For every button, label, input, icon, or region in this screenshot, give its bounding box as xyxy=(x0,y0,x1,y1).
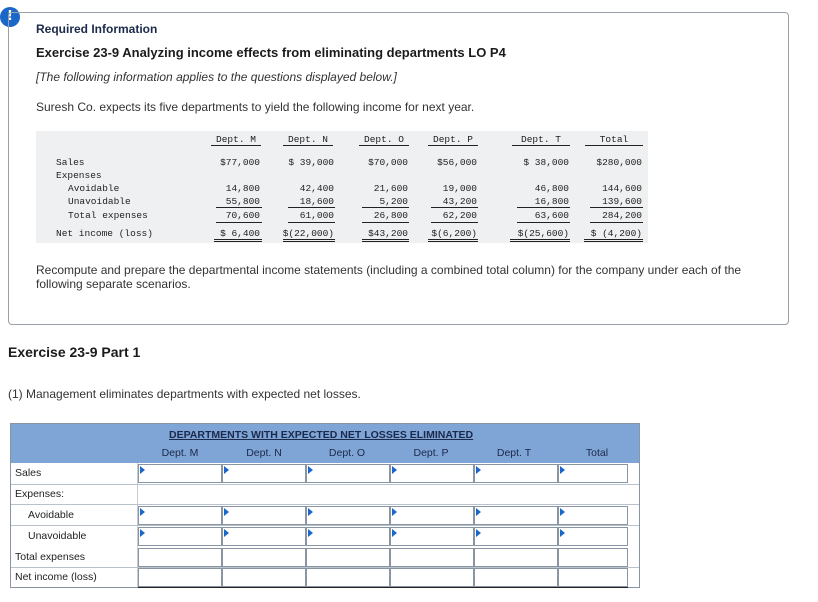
avoidable-input-dept-t[interactable] xyxy=(474,506,558,525)
total-expenses-cell-dept-o[interactable] xyxy=(306,548,390,567)
alert-icon: ! xyxy=(0,7,20,27)
part-title: Exercise 23-9 Part 1 xyxy=(8,344,141,360)
sales-input-dept-n[interactable] xyxy=(222,464,306,483)
intro-text: Suresh Co. expects its five departments to yield the following income for next year. xyxy=(36,100,475,114)
income-header: Dept. O xyxy=(364,134,404,145)
income-cell: 61,000 xyxy=(299,210,334,221)
column-header-total: Total xyxy=(585,447,609,459)
income-cell: 16,800 xyxy=(534,196,569,207)
income-cell: 70,600 xyxy=(225,210,260,221)
income-cell: 42,400 xyxy=(299,183,334,194)
income-row-label: Total expenses xyxy=(68,210,148,221)
net-income-cell-dept-p[interactable] xyxy=(390,568,474,587)
income-cell: $43,200 xyxy=(368,228,408,239)
income-header: Dept. M xyxy=(216,134,256,145)
row-label-avoidable: Avoidable xyxy=(28,509,74,521)
answer-table-title: DEPARTMENTS WITH EXPECTED NET LOSSES ELIMINATED xyxy=(169,429,474,441)
income-cell: $56,000 xyxy=(437,157,477,168)
avoidable-input-dept-n[interactable] xyxy=(222,506,306,525)
income-table xyxy=(36,131,648,243)
unavoidable-input-dept-o[interactable] xyxy=(306,527,390,546)
income-cell: 43,200 xyxy=(442,196,477,207)
unavoidable-input-dept-m[interactable] xyxy=(138,527,222,546)
income-row-label: Net income (loss) xyxy=(56,228,153,239)
income-cell: $ 39,000 xyxy=(288,157,334,168)
income-cell: $ (4,200) xyxy=(590,228,642,239)
column-header-dept-t: Dept. T xyxy=(496,447,532,459)
income-cell: $77,000 xyxy=(220,157,260,168)
info-note: [The following information applies to the questions displayed below.] xyxy=(36,70,397,84)
avoidable-input-dept-o[interactable] xyxy=(306,506,390,525)
unavoidable-input-dept-t[interactable] xyxy=(474,527,558,546)
income-header: Dept. T xyxy=(521,134,561,145)
avoidable-input-dept-p[interactable] xyxy=(390,506,474,525)
income-header: Dept. P xyxy=(433,134,473,145)
net-income-cell-dept-m[interactable] xyxy=(138,568,222,587)
income-cell: 144,600 xyxy=(602,183,642,194)
exercise-title: Exercise 23-9 Analyzing income effects from eliminating departments LO P4 xyxy=(36,45,506,60)
total-expenses-cell-dept-n[interactable] xyxy=(222,548,306,567)
income-cell: $ 6,400 xyxy=(220,228,260,239)
income-cell: 14,800 xyxy=(225,183,260,194)
total-expenses-cell-dept-m[interactable] xyxy=(138,548,222,567)
income-cell: 19,000 xyxy=(442,183,477,194)
total-expenses-cell-dept-t[interactable] xyxy=(474,548,558,567)
avoidable-input-dept-m[interactable] xyxy=(138,506,222,525)
column-header-dept-o: Dept. O xyxy=(328,447,366,459)
net-income-cell-dept-o[interactable] xyxy=(306,568,390,587)
income-cell: 55,800 xyxy=(225,196,260,207)
income-header: Dept. N xyxy=(288,134,328,145)
net-income-cell-dept-n[interactable] xyxy=(222,568,306,587)
row-label-sales: Sales xyxy=(15,467,42,479)
income-row-label: Sales xyxy=(56,157,85,168)
income-cell: 284,200 xyxy=(602,210,642,221)
income-cell: 46,800 xyxy=(534,183,569,194)
row-label-total-expenses: Total expenses xyxy=(15,551,86,563)
income-row-label: Expenses xyxy=(56,170,102,181)
column-header-dept-p: Dept. P xyxy=(413,447,449,459)
recompute-instructions: Recompute and prepare the departmental income statements (including a combined total column) for the company under each of the following separate scenarios. xyxy=(36,263,742,291)
income-cell: 26,800 xyxy=(373,210,408,221)
row-label-expenses: Expenses: xyxy=(15,488,65,500)
income-cell: $ 38,000 xyxy=(523,157,569,168)
income-cell: $(22,000) xyxy=(282,228,334,239)
sales-input-dept-p[interactable] xyxy=(390,464,474,483)
question-text: (1) Management eliminates departments with expected net losses. xyxy=(8,387,361,401)
income-cell: $70,000 xyxy=(368,157,408,168)
income-row-label: Avoidable xyxy=(68,183,120,194)
income-cell: $(6,200) xyxy=(431,228,477,239)
sales-input-dept-o[interactable] xyxy=(306,464,390,483)
total-expenses-cell-dept-p[interactable] xyxy=(390,548,474,567)
unavoidable-input-total[interactable] xyxy=(558,527,628,546)
income-cell: 5,200 xyxy=(379,196,408,207)
income-cell: 21,600 xyxy=(373,183,408,194)
income-cell: 63,600 xyxy=(534,210,569,221)
sales-input-dept-m[interactable] xyxy=(138,464,222,483)
row-label-unavoidable: Unavoidable xyxy=(28,530,87,542)
income-cell: 18,600 xyxy=(299,196,334,207)
income-row-label: Unavoidable xyxy=(68,196,131,207)
income-cell: $(25,600) xyxy=(517,228,569,239)
income-header: Total xyxy=(599,134,629,145)
net-income-cell-dept-t[interactable] xyxy=(474,568,558,587)
sales-input-total[interactable] xyxy=(558,464,628,483)
income-cell: 62,200 xyxy=(442,210,477,221)
column-header-dept-m: Dept. M xyxy=(161,447,199,459)
net-income-cell-total[interactable] xyxy=(558,568,628,587)
column-header-dept-n: Dept. N xyxy=(246,447,282,459)
sales-input-dept-t[interactable] xyxy=(474,464,558,483)
unavoidable-input-dept-p[interactable] xyxy=(390,527,474,546)
total-expenses-cell-total[interactable] xyxy=(558,548,628,567)
avoidable-input-total[interactable] xyxy=(558,506,628,525)
income-cell: 139,600 xyxy=(602,196,642,207)
unavoidable-input-dept-n[interactable] xyxy=(222,527,306,546)
income-cell: $280,000 xyxy=(596,157,642,168)
row-label-net-income: Net income (loss) xyxy=(15,571,97,583)
required-info-heading: Required Information xyxy=(36,22,158,36)
answer-table xyxy=(10,423,640,588)
